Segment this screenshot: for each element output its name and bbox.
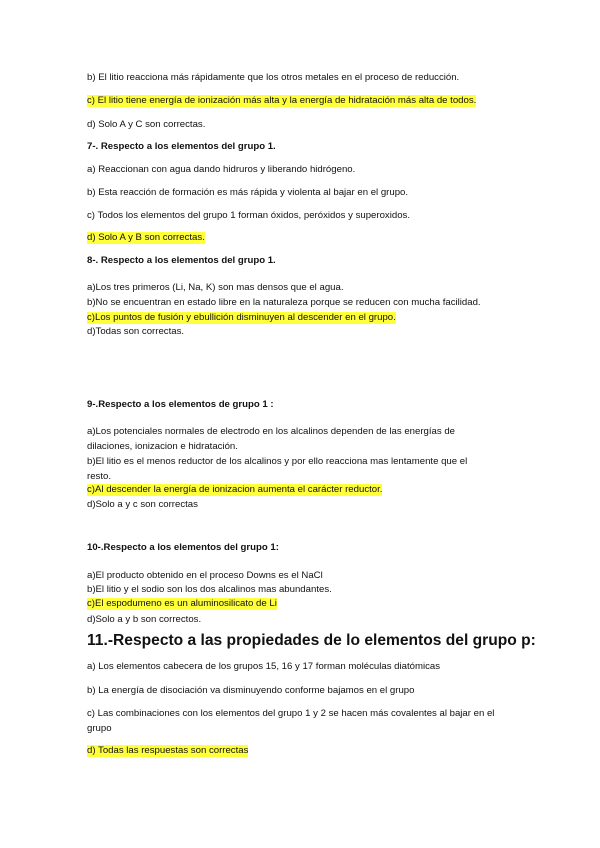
q7-option-a: a) Reaccionan con agua dando hidruros y liberando hidrógeno. <box>87 164 356 175</box>
q11-option-b: b) La energía de disociación va disminuyendo conforme bajamos en el grupo <box>87 685 415 696</box>
q7-option-b: b) Esta reacción de formación es más rápida y violenta al bajar en el grupo. <box>87 187 409 198</box>
q9-option-a-line2: dilaciones, ionizacion e hidratación. <box>87 441 238 452</box>
q9-option-d: d)Solo a y c son correctas <box>87 499 198 510</box>
q11-title: 11.-Respecto a las propiedades de lo elementos del grupo p: <box>87 632 536 649</box>
q6-option-b: b) El litio reacciona más rápidamente que los otros metales en el proceso de reducción. <box>87 72 460 83</box>
q8-option-a: a)Los tres primeros (Li, Na, K) son mas densos que el agua. <box>87 282 344 293</box>
q11-option-a: a) Los elementos cabecera de los grupos 15, 16 y 17 forman moléculas diatómicas <box>87 661 441 672</box>
q9-title: 9-.Respecto a los elementos de grupo 1 : <box>87 399 274 410</box>
q10-option-d: d)Solo a y b son correctos. <box>87 614 202 625</box>
q7-title: 7-. Respecto a los elementos del grupo 1. <box>87 141 276 152</box>
q11-option-d-answer: d) Todas las respuestas son correctas <box>87 745 249 756</box>
q8-title: 8-. Respecto a los elementos del grupo 1. <box>87 255 276 266</box>
q9-option-c-answer: c)Al descender la energía de ionizacion aumenta el carácter reductor. <box>87 484 383 495</box>
q10-option-b: b)El litio y el sodio son los dos alcalinos mas abundantes. <box>87 584 332 595</box>
q10-option-c-answer: c)El espodumeno es un aluminosilicato de Li <box>87 598 277 609</box>
q9-option-a-line1: a)Los potenciales normales de electrodo en los alcalinos dependen de las energías de <box>87 426 456 437</box>
q9-option-b-line2: resto. <box>87 471 111 482</box>
q8-option-c-answer: c)Los puntos de fusión y ebullición disminuyen al descender en el grupo. <box>87 312 396 323</box>
q10-option-a: a)El producto obtenido en el proceso Downs es el NaCl <box>87 570 323 581</box>
q11-option-c-line2: grupo <box>87 723 112 734</box>
q8-option-b: b)No se encuentran en estado libre en la naturaleza porque se reducen con mucha facilidad. <box>87 297 481 308</box>
q9-option-b-line1: b)El litio es el menos reductor de los alcalinos y por ello reacciona mas lentamente que el <box>87 456 468 467</box>
q7-option-d-answer: d) Solo A y B son correctas. <box>87 232 205 243</box>
q6-option-c-answer: c) El litio tiene energía de ionización más alta y la energía de hidratación más alta de todos. <box>87 95 477 106</box>
q7-option-c: c) Todos los elementos del grupo 1 forman óxidos, peróxidos y superoxidos. <box>87 210 410 221</box>
q8-option-d: d)Todas son correctas. <box>87 326 185 337</box>
q6-option-d: d) Solo A y C son correctas. <box>87 119 206 130</box>
q11-option-c-line1: c) Las combinaciones con los elementos del grupo 1 y 2 se hacen más covalentes al bajar en el <box>87 708 495 719</box>
q10-title: 10-.Respecto a los elementos del grupo 1: <box>87 542 279 553</box>
